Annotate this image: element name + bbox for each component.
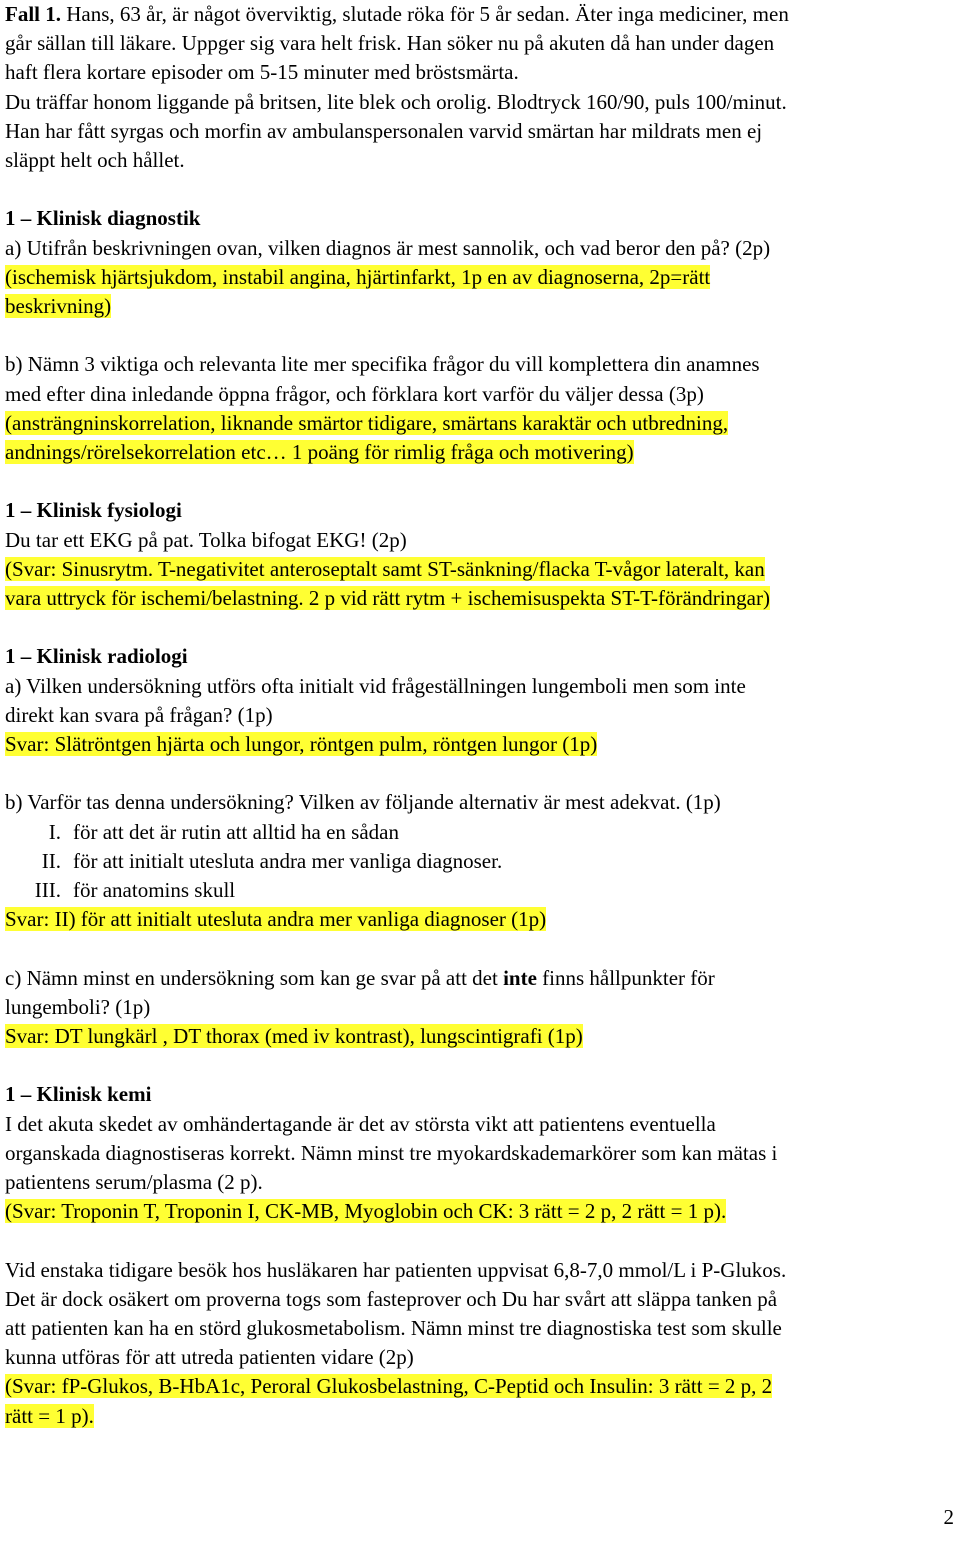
question-b: b) Varför tas denna undersökning? Vilken av följande alternativ är mest adekvat. (1p) <box>5 790 721 815</box>
paragraph-line: I det akuta skedet av omhändertagande är det av största vikt att patientens eventuella <box>5 1111 716 1136</box>
case-intro-line: Fall 1. Hans, 63 år, är något överviktig, slutade röka för 5 år sedan. Äter inga mediciner, men <box>5 2 789 26</box>
question-c-cont: lungemboli? (1p) <box>5 994 151 1019</box>
answer-b: (ansträngninskorrelation, liknande smärtor tidigare, smärtans karaktär och utbredning, <box>5 410 729 435</box>
case-intro-line: Du träffar honom liggande på britsen, lite blek och orolig. Blodtryck 160/90, puls 100/minut. <box>5 89 787 114</box>
question-a-cont: direkt kan svara på frågan? (1p) <box>5 702 273 727</box>
answer-glucose: (Svar: fP-Glukos, B-HbA1c, Peroral Glukosbelastning, C-Peptid och Insulin: 3 rätt = 2 p, 2 <box>5 1374 773 1399</box>
answer-a: (ischemisk hjärtsjukdom, instabil angina, hjärtinfarkt, 1p en av diagnoserna, 2p=rätt <box>5 264 711 289</box>
case-intro-line: släppt helt och hållet. <box>5 148 185 173</box>
paragraph-line: Vid enstaka tidigare besök hos husläkaren har patienten uppvisat 6,8-7,0 mmol/L i P-Glukos. <box>5 1257 787 1282</box>
answer-b: Svar: II) för att initialt utesluta andra mer vanliga diagnoser (1p) <box>5 907 547 932</box>
question-a: a) Utifrån beskrivningen ovan, vilken diagnos är mest sannolik, och vad beror den på? (2p) <box>5 235 771 260</box>
page-number: 2 <box>943 1505 954 1529</box>
case-intro-line: Han har fått syrgas och morfin av ambulanspersonalen varvid smärtan har mildrats men ej <box>5 118 763 143</box>
answer-a-cont: beskrivning) <box>5 294 112 319</box>
case-intro-line: haft flera kortare episoder om 5-15 minuter med bröstsmärta. <box>5 60 519 85</box>
answer-ekg: (Svar: Sinusrytm. T-negativitet anteroseptalt samt ST-sänkning/flacka T-vågor lateralt, kan <box>5 556 765 581</box>
question-b-cont: med efter dina inledande öppna frågor, och förklara kort varför du väljer dessa (3p) <box>5 381 704 406</box>
question-c: c) Nämn minst en undersökning som kan ge svar på att det inte finns hållpunkter för <box>5 965 715 990</box>
option-item: III. för anatomins skull <box>34 878 236 903</box>
paragraph-line: patientens serum/plasma (2 p). <box>5 1170 263 1195</box>
section-heading-kemi: 1 – Klinisk kemi <box>5 1082 152 1107</box>
paragraph-line: organskada diagnostiseras korrekt. Nämn minst tre myokardskademarkörer som kan mätas i <box>5 1140 778 1165</box>
paragraph-line: kunna utföras för att utreda patienten vidare (2p) <box>5 1345 414 1370</box>
paragraph-line: att patienten kan ha en störd glukosmetabolism. Nämn minst tre diagnostiska test som skulle <box>5 1316 782 1341</box>
option-item: I. för att det är rutin att alltid ha en sådan <box>48 819 399 844</box>
question-ekg: Du tar ett EKG på pat. Tolka bifogat EKG! (2p) <box>5 527 407 552</box>
case-title: Fall 1. <box>5 2 61 26</box>
answer-glucose-cont: rätt = 1 p). <box>5 1403 94 1428</box>
answer-markers: (Svar: Troponin T, Troponin I, CK-MB, Myoglobin och CK: 3 rätt = 2 p, 2 rätt = 1 p). <box>5 1199 727 1224</box>
answer-c: Svar: DT lungkärl , DT thorax (med iv kontrast), lungscintigrafi (1p) <box>5 1024 583 1049</box>
answer-b-cont: andnings/rörelsekorrelation etc… 1 poäng för rimlig fråga och motivering) <box>5 440 634 465</box>
answer-ekg-cont: vara uttryck för ischemi/belastning. 2 p vid rätt rytm + ischemisuspekta ST-T-förändringar) <box>5 586 770 611</box>
section-heading-diagnostik: 1 – Klinisk diagnostik <box>5 206 201 231</box>
case-intro-line: går sällan till läkare. Uppger sig vara helt frisk. Han söker nu på akuten då han under dagen <box>5 31 775 56</box>
document-page <box>5 0 955 1431</box>
option-item: II. för att initialt utesluta andra mer vanliga diagnoser. <box>41 848 503 873</box>
section-heading-fysiologi: 1 – Klinisk fysiologi <box>5 498 182 523</box>
question-a: a) Vilken undersökning utförs ofta initialt vid frågeställningen lungemboli men som inte <box>5 673 746 698</box>
section-heading-radiologi: 1 – Klinisk radiologi <box>5 644 188 669</box>
paragraph-line: Det är dock osäkert om proverna togs som fasteprover och Du har svårt att släppa tanken på <box>5 1286 778 1311</box>
question-b: b) Nämn 3 viktiga och relevanta lite mer specifika frågor du vill komplettera din anamnes <box>5 352 760 377</box>
answer-a: Svar: Slätröntgen hjärta och lungor, röntgen pulm, röntgen lungor (1p) <box>5 732 598 757</box>
